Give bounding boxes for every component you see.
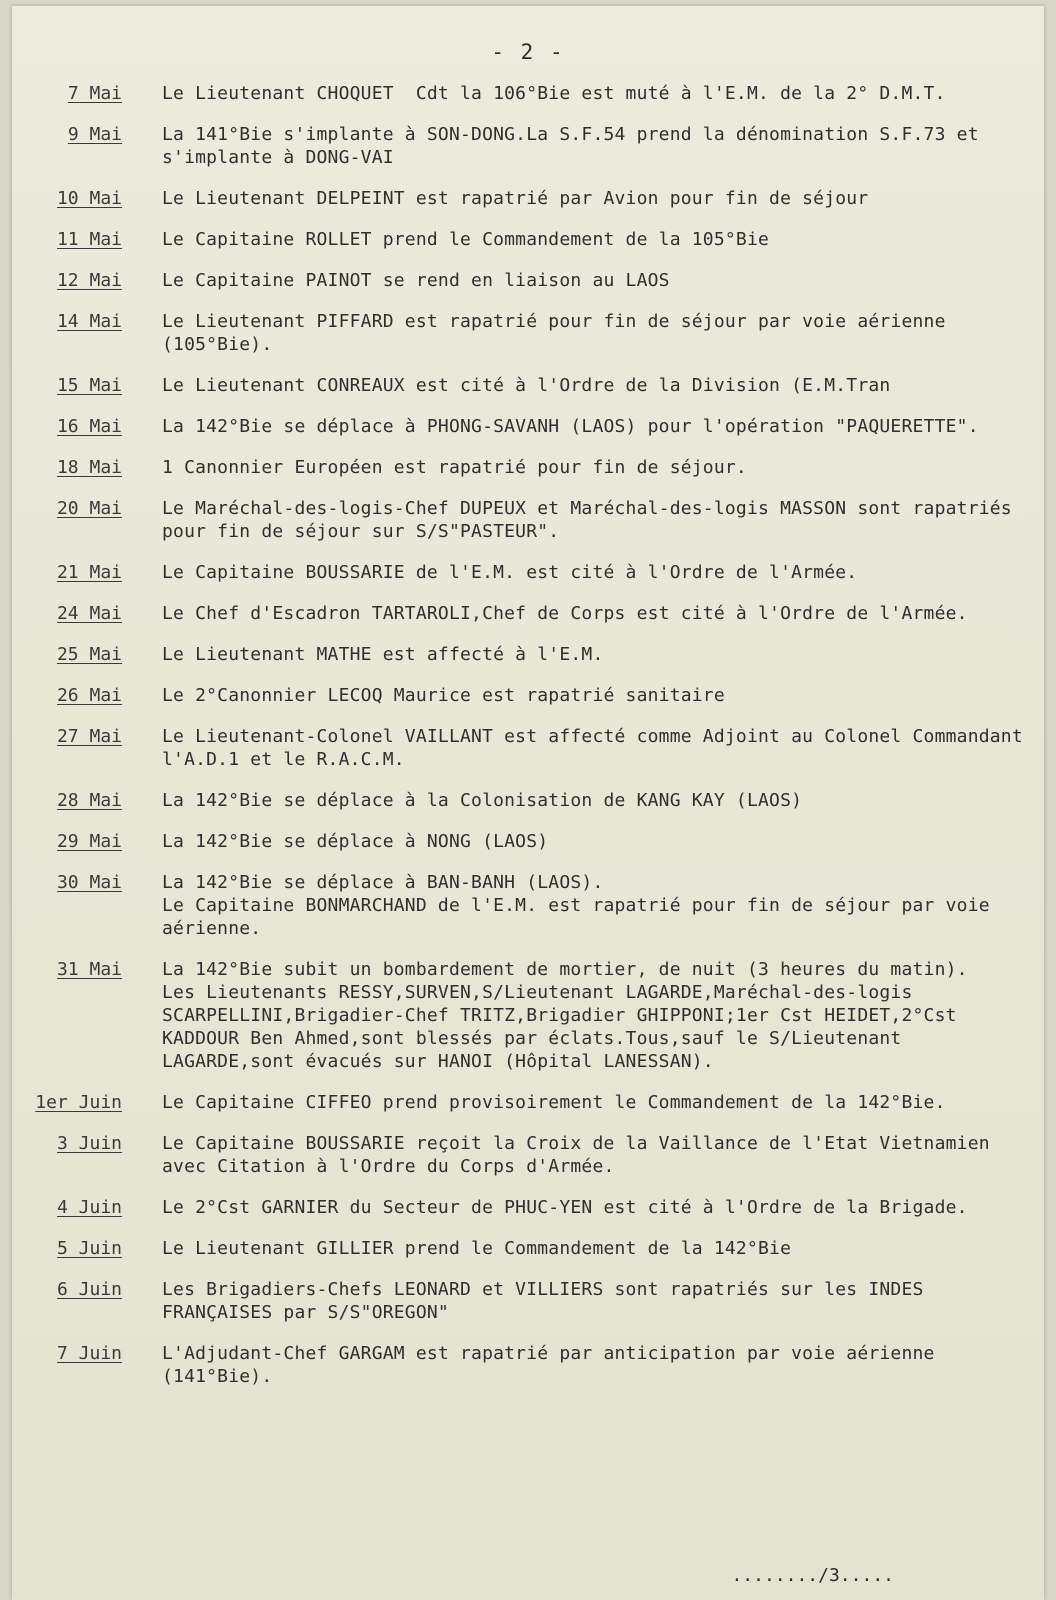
journal-entry — [12, 1237, 1044, 1260]
entry-date: 15 Mai — [56, 375, 122, 396]
entry-date: 14 Mai — [56, 311, 122, 332]
journal-entry — [12, 684, 1044, 707]
entry-date: 1er Juin — [35, 1092, 122, 1113]
entry-text: Le 2°Canonnier LECOQ Maurice est rapatrié sanitaire — [162, 685, 725, 706]
journal-entry — [12, 123, 1044, 169]
journal-entry — [12, 82, 1044, 105]
document-page — [12, 6, 1044, 1600]
journal-entry — [12, 497, 1044, 543]
journal-entry — [12, 958, 1044, 1073]
journal-entry — [12, 228, 1044, 251]
entry-text: Le Capitaine CIFFEO prend provisoirement le Commandement de la 142°Bie. — [162, 1092, 946, 1113]
entry-text: Le Maréchal-des-logis-Chef DUPEUX et Maréchal-des-logis MASSON sont rapatriés pour fin de séjour sur S/S"PASTEUR". — [162, 498, 1023, 542]
journal-entry — [12, 602, 1044, 625]
entry-text: 1 Canonnier Européen est rapatrié pour fin de séjour. — [162, 457, 747, 478]
entry-date: 21 Mai — [56, 562, 122, 583]
journal-entry — [12, 187, 1044, 210]
page-number: - 2 - — [491, 40, 565, 64]
entry-text: Le Lieutenant CHOQUET Cdt la 106°Bie est muté à l'E.M. de la 2° D.M.T. — [162, 83, 946, 104]
journal-entry — [12, 830, 1044, 853]
entry-text: Le Lieutenant MATHE est affecté à l'E.M. — [162, 644, 604, 665]
journal-entry — [12, 1278, 1044, 1324]
journal-entry — [12, 1196, 1044, 1219]
entry-text: La 142°Bie se déplace à NONG (LAOS) — [162, 831, 549, 852]
entry-date: 20 Mai — [56, 498, 122, 519]
journal-entry — [12, 310, 1044, 356]
entry-date: 7 Mai — [67, 83, 122, 104]
entry-date: 28 Mai — [56, 790, 122, 811]
entry-date: 27 Mai — [56, 726, 122, 747]
entry-date: 12 Mai — [56, 270, 122, 291]
entry-date: 18 Mai — [56, 457, 122, 478]
entry-date: 24 Mai — [56, 603, 122, 624]
journal-entry — [12, 561, 1044, 584]
journal-entry — [12, 456, 1044, 479]
journal-entry — [12, 643, 1044, 666]
journal-entry — [12, 1091, 1044, 1114]
entry-text: Le Lieutenant PIFFARD est rapatrié pour fin de séjour par voie aérienne (105°Bie). — [162, 311, 957, 355]
entry-date: 4 Juin — [56, 1197, 122, 1218]
entry-date: 11 Mai — [56, 229, 122, 250]
entry-date: 7 Juin — [56, 1343, 122, 1364]
entry-text: Le Capitaine PAINOT se rend en liaison au LAOS — [162, 270, 670, 291]
journal-entry — [12, 415, 1044, 438]
entry-text: La 142°Bie se déplace à PHONG-SAVANH (LAOS) pour l'opération "PAQUERETTE". — [162, 416, 979, 437]
journal-entry — [12, 725, 1044, 771]
entry-date: 5 Juin — [56, 1238, 122, 1259]
entry-date: 31 Mai — [56, 959, 122, 980]
journal-entry — [12, 871, 1044, 940]
continuation-marker: ......../3..... — [731, 1565, 894, 1586]
entry-text: Le Lieutenant GILLIER prend le Commandement de la 142°Bie — [162, 1238, 792, 1259]
journal-entry — [12, 789, 1044, 812]
entry-text: L'Adjudant-Chef GARGAM est rapatrié par anticipation par voie aérienne (141°Bie). — [162, 1343, 946, 1387]
entry-date: 6 Juin — [56, 1279, 122, 1300]
entry-text: La 141°Bie s'implante à SON-DONG.La S.F.54 prend la dénomination S.F.73 et s'implante à DONG-VAI — [162, 124, 990, 168]
journal-entry — [12, 269, 1044, 292]
entry-date: 26 Mai — [56, 685, 122, 706]
entry-text: La 142°Bie subit un bombardement de mortier, de nuit (3 heures du matin). Les Lieutenants RESSY,SURVEN,S/Lieutenant LAGARDE,Maréchal-des-logis SCARPELLINI,Brigadier-Chef TRITZ,Brigadier GHIPPONI;1er Cst HEIDET,2°Cst KADDOUR Ben Ahmed,sont blessés par éclats.Tous,sauf le S/Lieutenant LAGARDE,sont évacués sur HANOI (Hôpital LANESSAN). — [162, 959, 968, 1072]
journal-entry — [12, 1132, 1044, 1178]
entry-date: 10 Mai — [56, 188, 122, 209]
entry-date: 25 Mai — [56, 644, 122, 665]
journal-entry — [12, 374, 1044, 397]
entry-text: La 142°Bie se déplace à BAN-BANH (LAOS). Le Capitaine BONMARCHAND de l'E.M. est rapatrié pour fin de séjour par voie aérienne. — [162, 872, 990, 939]
entry-text: Le 2°Cst GARNIER du Secteur de PHUC-YEN est cité à l'Ordre de la Brigade. — [162, 1197, 968, 1218]
entry-text: Le Capitaine ROLLET prend le Commandement de la 105°Bie — [162, 229, 770, 250]
entry-date: 3 Juin — [56, 1133, 122, 1154]
entry-text: Le Capitaine BOUSSARIE de l'E.M. est cité à l'Ordre de l'Armée. — [162, 562, 858, 583]
journal-entry — [12, 1342, 1044, 1388]
entry-date: 30 Mai — [56, 872, 122, 893]
entry-date: 16 Mai — [56, 416, 122, 437]
entry-date: 9 Mai — [67, 124, 122, 145]
entry-text: La 142°Bie se déplace à la Colonisation de KANG KAY (LAOS) — [162, 790, 803, 811]
entry-text: Le Lieutenant CONREAUX est cité à l'Ordre de la Division (E.M.Tran — [162, 375, 891, 396]
entry-date: 29 Mai — [56, 831, 122, 852]
entry-text: Le Lieutenant-Colonel VAILLANT est affecté comme Adjoint au Colonel Commandant l'A.D.1 et le R.A.C.M. — [162, 726, 1034, 770]
entry-text: Les Brigadiers-Chefs LEONARD et VILLIERS sont rapatriés sur les INDES FRANÇAISES par S/S"OREGON" — [162, 1279, 935, 1323]
entry-text: Le Lieutenant DELPEINT est rapatrié par Avion pour fin de séjour — [162, 188, 869, 209]
entry-text: Le Capitaine BOUSSARIE reçoit la Croix de la Vaillance de l'Etat Vietnamien avec Citation à l'Ordre du Corps d'Armée. — [162, 1133, 1001, 1177]
entry-text: Le Chef d'Escadron TARTAROLI,Chef de Corps est cité à l'Ordre de l'Armée. — [162, 603, 968, 624]
journal-entries — [12, 82, 1044, 1406]
